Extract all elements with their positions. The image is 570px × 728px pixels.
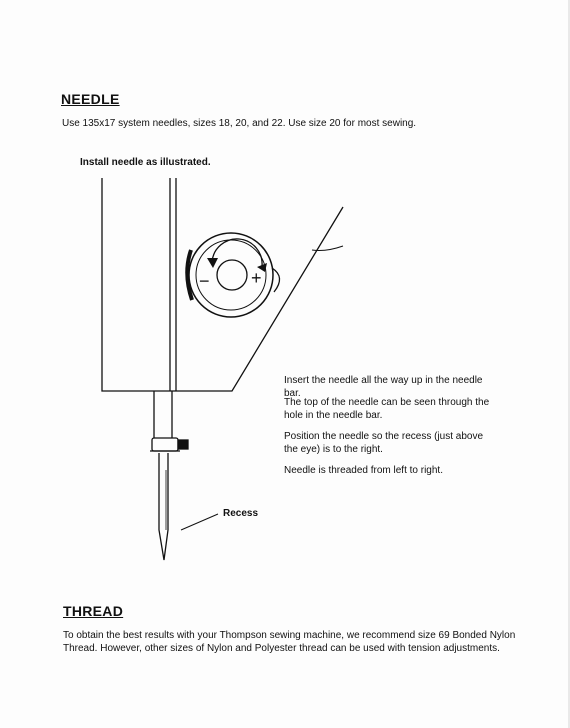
recess-label: Recess bbox=[223, 508, 259, 519]
tension-dial-center bbox=[217, 260, 247, 290]
clamp-screw bbox=[178, 440, 188, 449]
machine-head-outline bbox=[102, 178, 343, 391]
needle-clamp bbox=[152, 438, 178, 451]
instruction-4: Needle is threaded from left to right. bbox=[284, 465, 443, 476]
thread-text: To obtain the best results with your Thompson sewing machine, we recommend size 69 Bonded Nylon Thread. However, other sizes of Nylon and Polyester thread can be used with tension adjustments. bbox=[63, 630, 516, 654]
needle-heading: NEEDLE bbox=[61, 91, 120, 107]
needle-intro: Use 135x17 system needles, sizes 18, 20, and 22. Use size 20 for most sewing. bbox=[62, 118, 417, 129]
thread-heading: THREAD bbox=[63, 603, 124, 619]
install-note: Install needle as illustrated. bbox=[80, 157, 211, 168]
needle bbox=[159, 453, 168, 560]
instruction-1: Insert the needle all the way up in the needle bar. bbox=[284, 375, 483, 399]
minus-symbol: − bbox=[199, 271, 210, 291]
recess-callout-line bbox=[181, 514, 218, 530]
rotation-arrow-icon bbox=[212, 239, 262, 266]
instruction-3: Position the needle so the recess (just above the eye) is to the right. bbox=[284, 431, 484, 455]
instruction-2: The top of the needle can be seen through the hole in the needle bar. bbox=[284, 397, 490, 421]
plus-symbol: + bbox=[251, 268, 262, 288]
